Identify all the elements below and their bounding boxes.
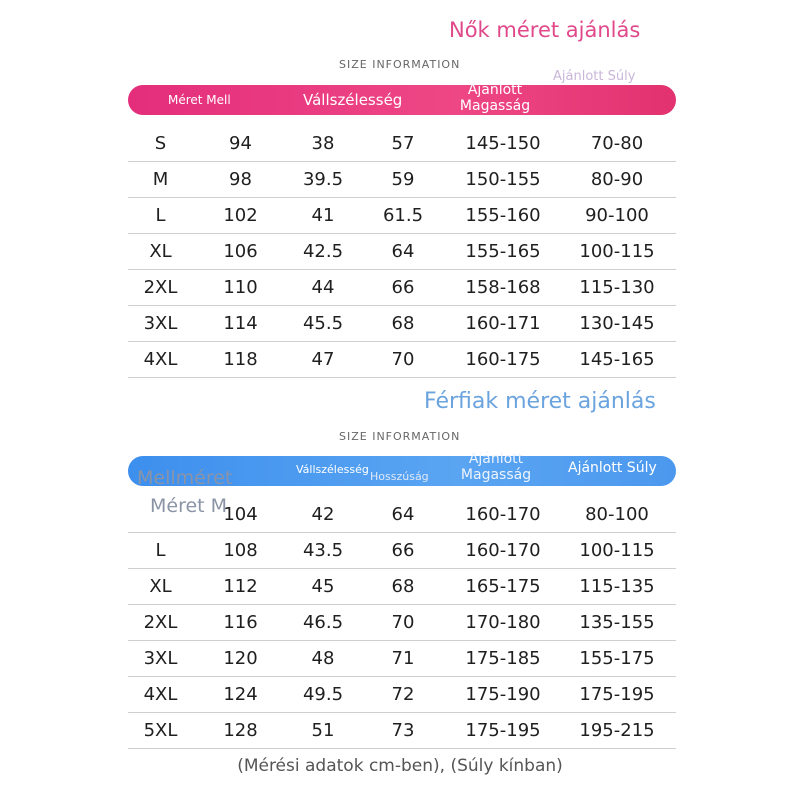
men-table-cell: 4XL — [128, 677, 193, 713]
men-table-cell: XL — [128, 569, 193, 605]
women-table-cell: 100-115 — [558, 234, 676, 270]
men-table-cell: 165-175 — [448, 569, 558, 605]
men-header-size-m: Méret M — [150, 495, 228, 517]
women-table-cell: 160-171 — [448, 306, 558, 342]
men-table-cell: 66 — [358, 533, 448, 569]
women-table-cell: 145-150 — [448, 126, 558, 162]
men-table-cell: 64 — [358, 497, 448, 533]
women-table-cell: 2XL — [128, 270, 193, 306]
men-section-title: Férfiak méret ajánlás — [424, 389, 656, 414]
men-size-table — [128, 497, 676, 749]
women-table-cell: 90-100 — [558, 198, 676, 234]
women-table-row — [128, 198, 676, 234]
women-table-cell: 61.5 — [358, 198, 448, 234]
men-table-row — [128, 677, 676, 713]
men-table-cell: 2XL — [128, 605, 193, 641]
men-header-chest: Mellméret — [137, 467, 233, 489]
women-table-cell: XL — [128, 234, 193, 270]
women-table-row — [128, 234, 676, 270]
women-table-cell: M — [128, 162, 193, 198]
men-table-row — [128, 569, 676, 605]
women-header-shoulder: Vállszélesség — [303, 91, 403, 109]
women-table-cell: 102 — [193, 198, 288, 234]
men-table-cell: 124 — [193, 677, 288, 713]
women-table-cell: 155-165 — [448, 234, 558, 270]
men-table-cell: 175-195 — [448, 713, 558, 749]
men-table-cell: 115-135 — [558, 569, 676, 605]
women-table-cell: 41 — [288, 198, 358, 234]
men-table-cell: 3XL — [128, 641, 193, 677]
women-table-cell: 42.5 — [288, 234, 358, 270]
women-table-cell: 68 — [358, 306, 448, 342]
men-table-cell: 135-155 — [558, 605, 676, 641]
women-table-cell: 115-130 — [558, 270, 676, 306]
men-header-length: Hosszúság — [370, 470, 429, 483]
women-table-cell: 118 — [193, 342, 288, 378]
men-table-cell — [128, 497, 193, 533]
women-size-information-label: SIZE INFORMATION — [339, 58, 461, 71]
women-table-cell: 158-168 — [448, 270, 558, 306]
women-table-cell: 160-175 — [448, 342, 558, 378]
men-table-row — [128, 533, 676, 569]
men-table-cell: 46.5 — [288, 605, 358, 641]
women-header-recommended-weight: Ajánlott Súly — [553, 69, 636, 84]
women-table-cell: 110 — [193, 270, 288, 306]
men-table-cell: 104 — [193, 497, 288, 533]
women-table-cell: 155-160 — [448, 198, 558, 234]
men-table-cell: 116 — [193, 605, 288, 641]
men-table-cell: 100-115 — [558, 533, 676, 569]
women-table-row — [128, 270, 676, 306]
men-table-cell: 175-185 — [448, 641, 558, 677]
women-table-cell: 70 — [358, 342, 448, 378]
men-table-cell: 160-170 — [448, 533, 558, 569]
women-table-cell: 38 — [288, 126, 358, 162]
men-table-cell: 112 — [193, 569, 288, 605]
women-table-cell: 150-155 — [448, 162, 558, 198]
women-header-size-chest: Méret Mell — [168, 93, 231, 107]
men-table-cell: L — [128, 533, 193, 569]
men-header-recommended-height: Ajánlott Magasság — [460, 451, 532, 483]
men-table-cell: 120 — [193, 641, 288, 677]
men-table-cell: 45 — [288, 569, 358, 605]
men-table-cell: 160-170 — [448, 497, 558, 533]
men-table-cell: 49.5 — [288, 677, 358, 713]
men-table-cell: 73 — [358, 713, 448, 749]
men-table-cell: 71 — [358, 641, 448, 677]
men-header-recommended-weight: Ajánlott Súly — [568, 460, 657, 476]
men-table-cell: 42 — [288, 497, 358, 533]
women-table-row — [128, 342, 676, 378]
women-table-cell: S — [128, 126, 193, 162]
women-table-cell: 94 — [193, 126, 288, 162]
men-table-cell: 170-180 — [448, 605, 558, 641]
women-table-cell: 145-165 — [558, 342, 676, 378]
women-table-cell: 47 — [288, 342, 358, 378]
men-table-row — [128, 497, 676, 533]
men-table-cell: 108 — [193, 533, 288, 569]
women-table-cell: 70-80 — [558, 126, 676, 162]
men-table-cell: 70 — [358, 605, 448, 641]
men-table-cell: 175-190 — [448, 677, 558, 713]
men-table-cell: 195-215 — [558, 713, 676, 749]
women-section-title: Nők méret ajánlás — [449, 18, 641, 42]
women-table-cell: 114 — [193, 306, 288, 342]
women-table-cell: L — [128, 198, 193, 234]
men-table-cell: 51 — [288, 713, 358, 749]
women-table-cell: 80-90 — [558, 162, 676, 198]
women-table-cell: 57 — [358, 126, 448, 162]
men-table-cell: 43.5 — [288, 533, 358, 569]
women-table-cell: 130-145 — [558, 306, 676, 342]
women-table-cell: 4XL — [128, 342, 193, 378]
men-header-shoulder: Vállszélesség — [296, 463, 369, 476]
women-table-cell: 59 — [358, 162, 448, 198]
women-table-cell: 98 — [193, 162, 288, 198]
men-table-cell: 72 — [358, 677, 448, 713]
men-table-row — [128, 641, 676, 677]
women-table-row — [128, 306, 676, 342]
men-table-row — [128, 713, 676, 749]
women-table-cell: 45.5 — [288, 306, 358, 342]
women-table-cell: 66 — [358, 270, 448, 306]
measurement-footnote: (Mérési adatok cm-ben), (Súly kínban) — [237, 756, 563, 776]
women-header-recommended-height: Ajánlott Magasság — [459, 82, 531, 114]
women-table-cell: 106 — [193, 234, 288, 270]
women-table-cell: 44 — [288, 270, 358, 306]
men-table-cell: 68 — [358, 569, 448, 605]
men-table-cell: 80-100 — [558, 497, 676, 533]
men-table-cell: 5XL — [128, 713, 193, 749]
men-table-cell: 175-195 — [558, 677, 676, 713]
women-table-cell: 3XL — [128, 306, 193, 342]
men-size-information-label: SIZE INFORMATION — [339, 430, 461, 443]
men-table-cell: 155-175 — [558, 641, 676, 677]
women-size-table — [128, 126, 676, 378]
women-table-cell: 64 — [358, 234, 448, 270]
women-table-row — [128, 162, 676, 198]
men-table-cell: 48 — [288, 641, 358, 677]
men-table-cell: 128 — [193, 713, 288, 749]
women-table-row — [128, 126, 676, 162]
women-table-cell: 39.5 — [288, 162, 358, 198]
men-table-row — [128, 605, 676, 641]
